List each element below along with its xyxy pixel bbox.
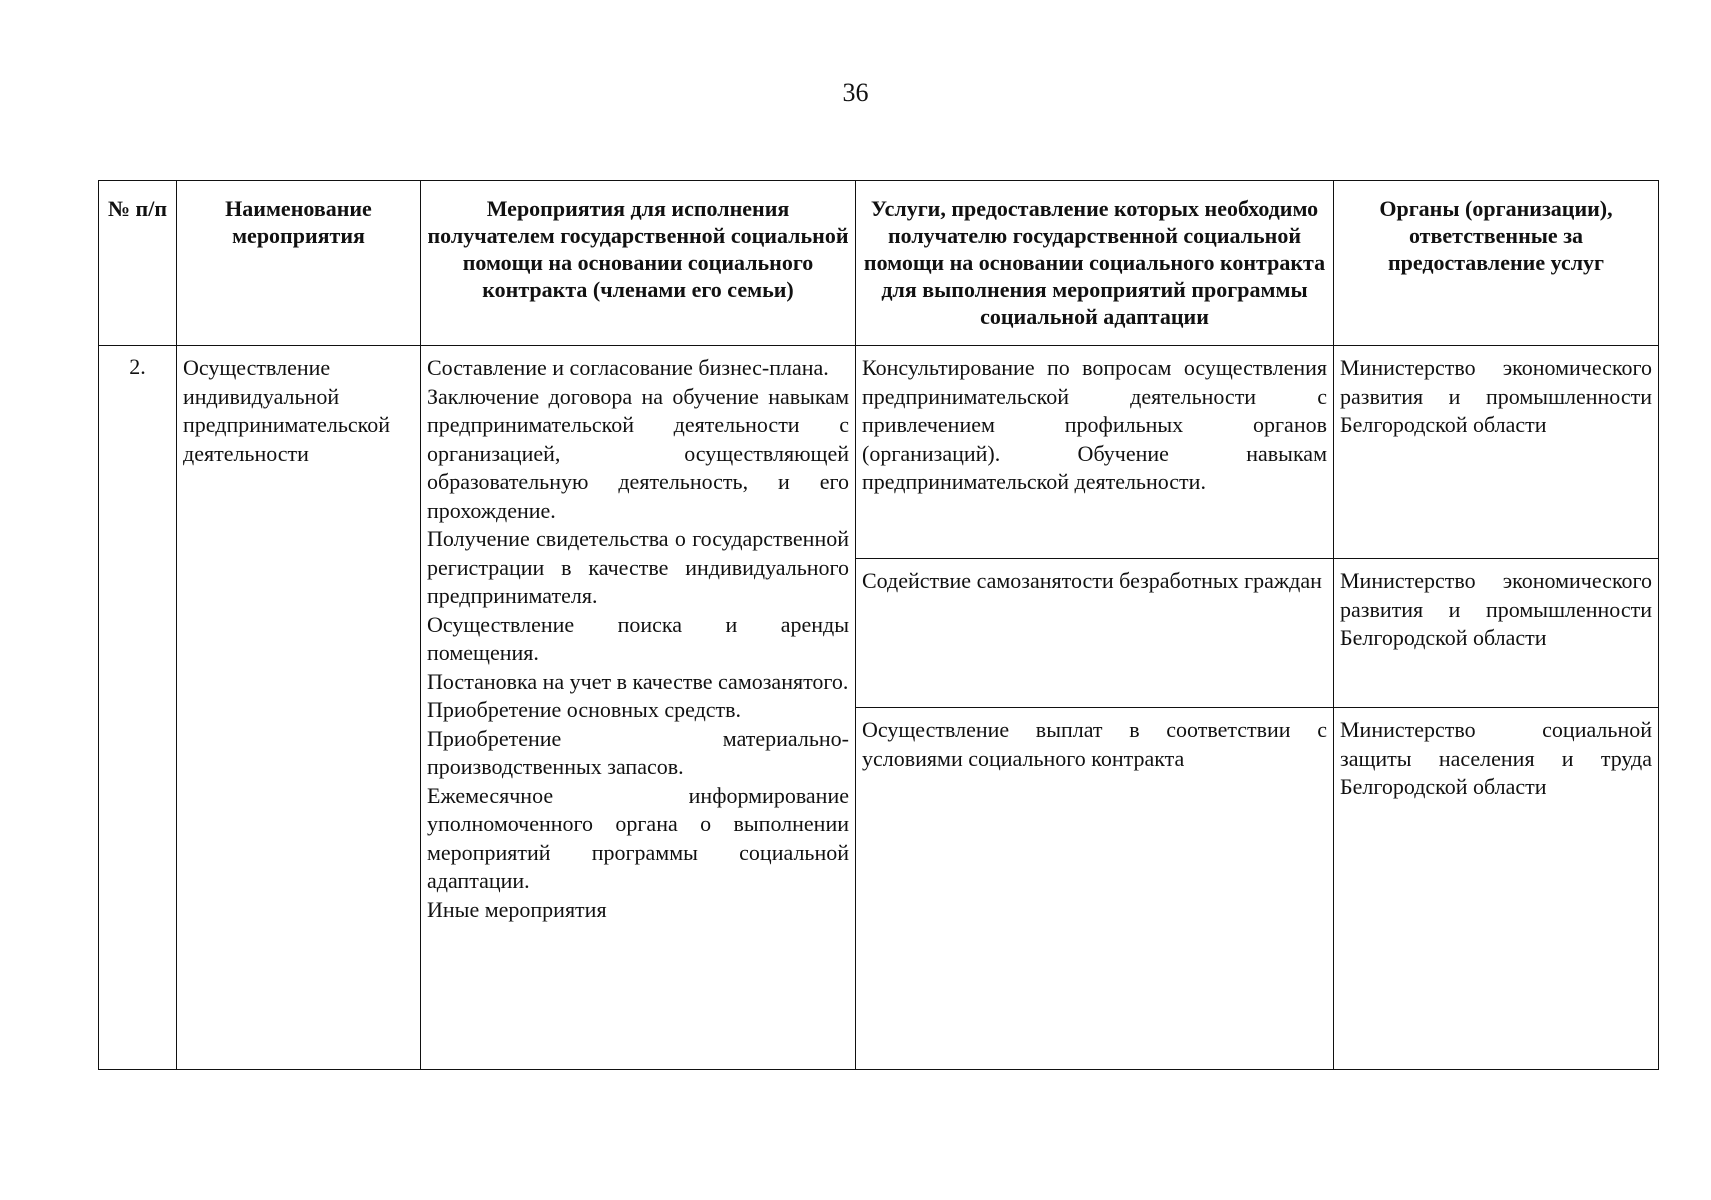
table-row (99, 346, 1659, 559)
service-self-employment: Содействие самозанятости безработных граждан (856, 559, 1334, 708)
list-item: Осуществление поиска и аренды помещения. (427, 611, 849, 665)
adaptation-program-table (98, 180, 1659, 1070)
header-measure-name: Наименование мероприятия (177, 181, 421, 346)
list-item: Иные мероприятия (427, 896, 607, 922)
header-services: Услуги, предоставление которых необходимо получателю государственной социальной помощи на основании социального контракта для выполнения мероприятий программы социальной адаптации (856, 181, 1334, 346)
header-row (99, 181, 1659, 346)
header-responsible-bodies: Органы (организации), ответственные за предоставление услуг (1334, 181, 1659, 346)
row-number: 2. (99, 346, 177, 1070)
header-number: № п/п (99, 181, 177, 346)
list-item: Приобретение основных средств. (427, 697, 742, 722)
recipient-measures-list (421, 346, 856, 1070)
header-recipient-measures: Мероприятия для исполнения получателем государственной социальной помощи на основании социального контракта (членами его семьи) (421, 181, 856, 346)
measure-name: Осуществление индивидуальной предпринимательской деятельности (177, 346, 421, 1070)
org-economic-development-2: Министерство экономического развития и промышленности Белгородской области (1334, 559, 1659, 708)
org-social-protection: Министерство социальной защиты населения и труда Белгородской области (1334, 708, 1659, 1070)
list-item: Составление и согласование бизнес-плана. (427, 355, 829, 380)
page-number: 36 (842, 78, 869, 107)
list-item: Постановка на учет в качестве самозанятого. (427, 668, 849, 694)
list-item: Приобретение материально-производственных запасов. (427, 725, 849, 779)
org-economic-development-1: Министерство экономического развития и промышленности Белгородской области (1334, 346, 1659, 559)
service-consulting: Консультирование по вопросам осуществления предпринимательской деятельности с привлечением профильных органов (организаций). Обучение навыкам предпринимательской деятельности. (856, 346, 1334, 559)
service-payments: Осуществление выплат в соответствии с условиями социального контракта (856, 708, 1334, 1070)
list-item: Ежемесячное информирование уполномоченного органа о выполнении мероприятий программы социальной адаптации. (427, 782, 849, 893)
list-item: Получение свидетельства о государственной регистрации в качестве индивидуального предпринимателя. (427, 526, 849, 608)
list-item: Заключение договора на обучение навыкам предпринимательской деятельности с организацией, осуществляющей образовательную деятельность, и его прохождение. (427, 383, 849, 523)
